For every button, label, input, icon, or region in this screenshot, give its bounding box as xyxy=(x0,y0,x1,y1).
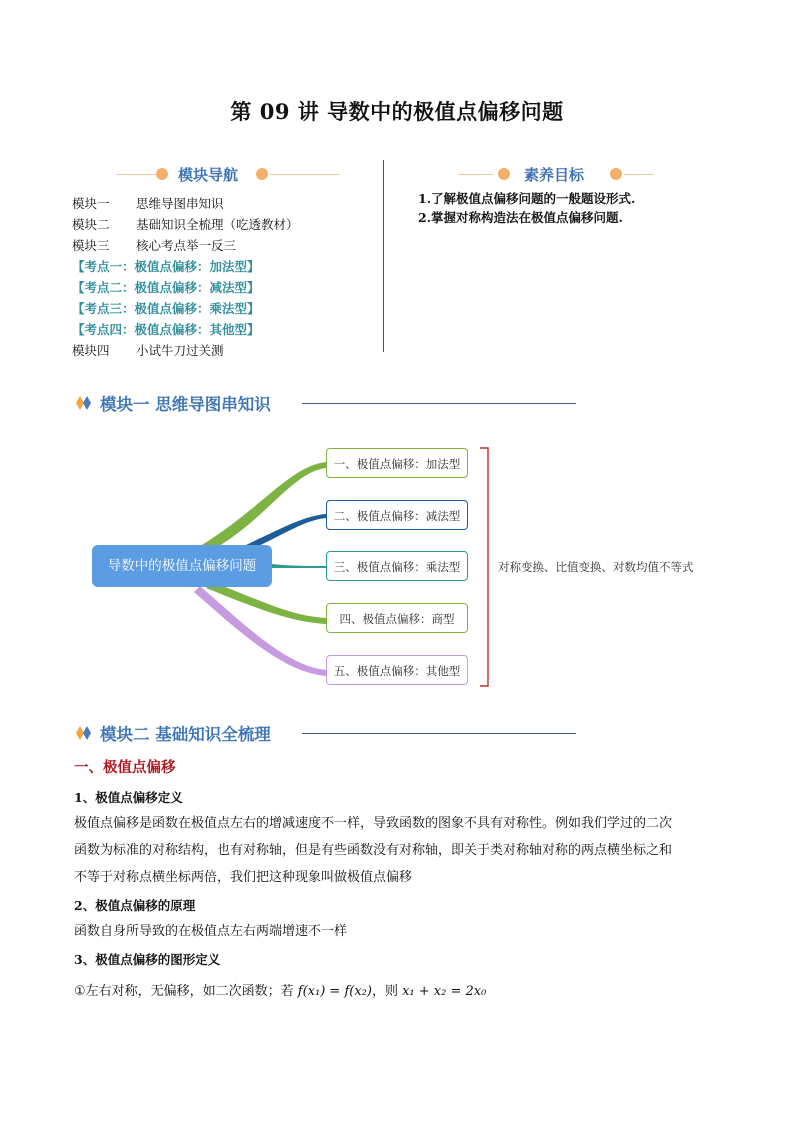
nav-point-2[interactable]: 【考点二：极值点偏移：减法型】 xyxy=(72,280,260,295)
goals-header-line-right xyxy=(624,174,654,175)
module2-rule xyxy=(302,733,576,734)
goals-header-line-left xyxy=(458,174,494,175)
nav-point-4[interactable]: 【考点四：极值点偏移：其他型】 xyxy=(72,322,260,337)
nav-item-module2[interactable]: 模块二 基础知识全梳理（吃透教材） xyxy=(72,217,299,232)
column-divider xyxy=(383,160,384,352)
nav-item-module1[interactable]: 模块一 思维导图串知识 xyxy=(72,196,224,211)
graph-def-text: ①左右对称，无偏移，如二次函数；若 xyxy=(74,984,298,999)
goals-heading: 素养目标 xyxy=(524,166,585,184)
module1-title: 模块一 思维导图串知识 xyxy=(100,395,271,414)
diamond-icon xyxy=(76,396,92,410)
mindmap-bracket xyxy=(480,448,488,686)
mindmap-node-5: 五、极值点偏移：其他型 xyxy=(326,655,468,685)
mindmap-node-1: 一、极值点偏移：加法型 xyxy=(326,448,468,478)
goal-item-2: 2.掌握对称构造法在极值点偏移问题. xyxy=(418,210,623,225)
goals-list xyxy=(418,189,635,227)
module2-header xyxy=(76,721,576,745)
page-title: 第 09 讲 导数中的极值点偏移问题 xyxy=(230,99,564,124)
mindmap-node-2: 二、极值点偏移：减法型 xyxy=(326,500,468,530)
goals-header-dot-right xyxy=(610,168,622,180)
nav-header-line-left xyxy=(116,174,156,175)
diamond-icon xyxy=(76,726,92,740)
mindmap-node-4: 四、极值点偏移：商型 xyxy=(326,603,468,633)
branch-1 xyxy=(200,462,326,550)
nav-point-3[interactable]: 【考点三：极值点偏移：乘法型】 xyxy=(72,301,260,316)
goals-header-dot-left xyxy=(498,168,510,180)
formula-result: x₁ + x₂ = 2x₀ xyxy=(402,984,487,999)
nav-item-module4[interactable]: 模块四 小试牛刀过关测 xyxy=(72,343,224,358)
subheading-definition: 1、极值点偏移定义 xyxy=(74,790,183,805)
goal-item-1: 1.了解极值点偏移问题的一般题设形式. xyxy=(418,191,636,206)
nav-header-dot-left xyxy=(156,168,168,180)
graph-def-text-mid: ，则 xyxy=(371,984,403,999)
mindmap-node-3: 三、极值点偏移：乘法型 xyxy=(326,551,468,581)
module2-title: 模块二 基础知识全梳理 xyxy=(100,725,271,744)
paragraph-definition xyxy=(74,810,724,891)
nav-header xyxy=(116,162,346,186)
paragraph-principle: 函数自身所导致的在极值点左右两端增速不一样 xyxy=(74,924,348,939)
nav-header-dot-right xyxy=(256,168,268,180)
subheading-graph-definition: 3、极值点偏移的图形定义 xyxy=(74,952,221,967)
paragraph-graph-definition xyxy=(74,978,724,1005)
mindmap-side-note: 对称变换、比值变换、对数均值不等式 xyxy=(498,560,694,574)
nav-header-line-right xyxy=(270,174,340,175)
nav-heading: 模块导航 xyxy=(178,166,239,184)
module1-header xyxy=(76,391,576,415)
branch-3 xyxy=(272,564,326,568)
paragraph-line: 极值点偏移是函数在极值点左右的增减速度不一样，导致函数的图象不具有对称性。例如我们学过的二次 xyxy=(74,816,673,831)
section-heading: 一、极值点偏移 xyxy=(74,759,176,776)
subheading-principle: 2、极值点偏移的原理 xyxy=(74,898,196,913)
paragraph-line: 不等于对称点横坐标两倍，我们把这种现象叫做极值点偏移 xyxy=(74,870,413,885)
nav-point-1[interactable]: 【考点一：极值点偏移：加法型】 xyxy=(72,259,260,274)
module1-rule xyxy=(302,403,576,404)
mindmap-root: 导数中的极值点偏移问题 xyxy=(92,545,272,587)
formula-condition: f(x₁) = f(x₂) xyxy=(297,984,372,999)
nav-item-module3[interactable]: 模块三 核心考点举一反三 xyxy=(72,238,237,253)
module-nav-list xyxy=(72,193,299,361)
goals-header xyxy=(458,162,658,186)
paragraph-line: 函数为标准的对称结构，也有对称轴，但是有些函数没有对称轴，即关于类对称轴对称的两点横坐标之和 xyxy=(74,843,673,858)
branch-5 xyxy=(194,586,326,676)
